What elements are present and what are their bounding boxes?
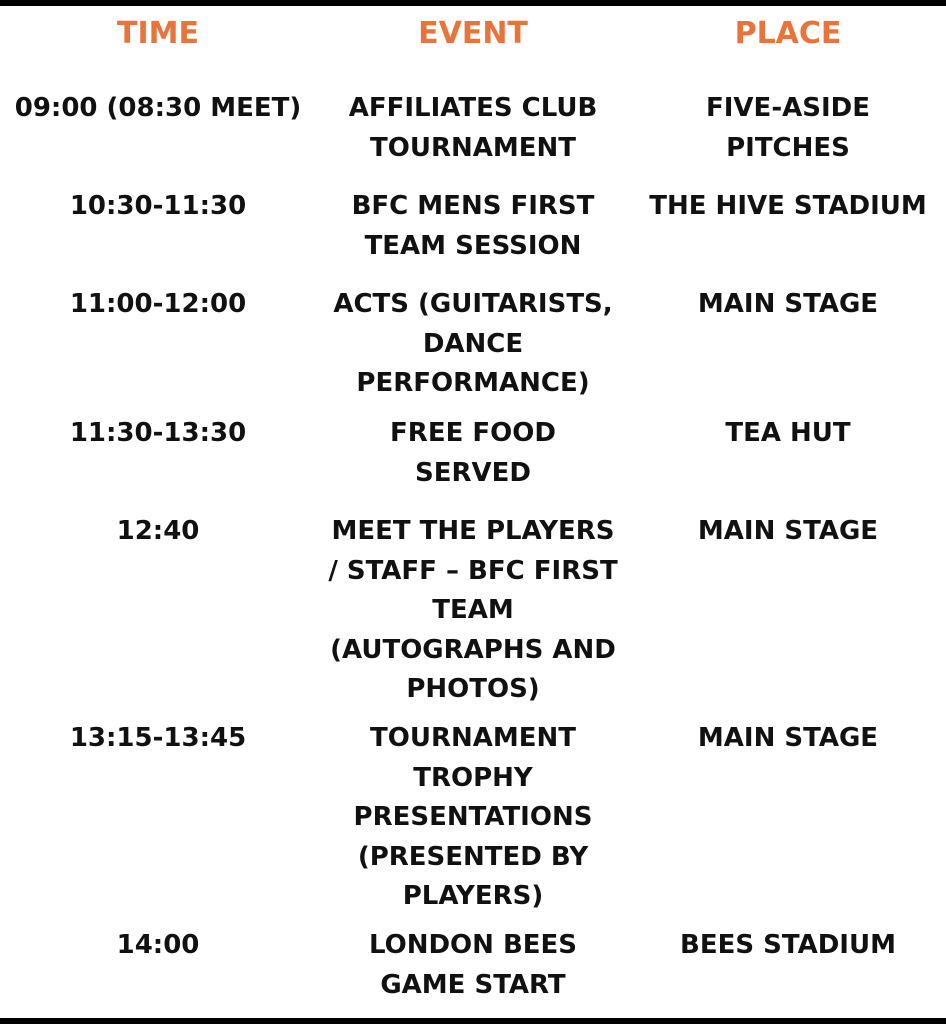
row-6-event: TOURNAMENT TROPHY PRESENTATIONS (PRESENTED BY PLAYERS) bbox=[353, 723, 593, 911]
row-6-place: MAIN STAGE bbox=[697, 723, 879, 753]
row-6-time: 13:15-13:45 bbox=[69, 723, 247, 753]
header-place bbox=[630, 14, 946, 54]
row-1-place: FIVE-ASIDE PITCHES bbox=[706, 93, 870, 163]
row-2-event: BFC MENS FIRST TEAM SESSION bbox=[351, 191, 595, 261]
row-3-event: ACTS (GUITARISTS, DANCE PERFORMANCE) bbox=[333, 289, 613, 398]
header-time-label: TIME bbox=[117, 16, 199, 51]
header-event bbox=[318, 14, 628, 54]
row-3-time: 11:00-12:00 bbox=[69, 289, 247, 319]
header-event-label: EVENT bbox=[418, 16, 528, 51]
row-3-place: MAIN STAGE bbox=[697, 289, 879, 319]
row-5-event: MEET THE PLAYERS / STAFF – BFC FIRST TEAM (AUTOGRAPHS AND PHOTOS) bbox=[328, 516, 618, 704]
row-2-place: THE HIVE STADIUM bbox=[649, 191, 927, 221]
row-7-place: BEES STADIUM bbox=[680, 930, 896, 960]
row-1-time: 09:00 (08:30 MEET) bbox=[14, 93, 302, 123]
row-4-time: 11:30-13:30 bbox=[69, 418, 247, 448]
header-time bbox=[0, 14, 316, 54]
row-4-place: TEA HUT bbox=[725, 418, 851, 448]
row-1-event: AFFILIATES CLUB TOURNAMENT bbox=[348, 93, 598, 163]
row-7-time: 14:00 bbox=[116, 930, 200, 960]
row-2-time: 10:30-11:30 bbox=[69, 191, 247, 221]
row-5-place: MAIN STAGE bbox=[697, 516, 879, 546]
row-7-event: LONDON BEES GAME START bbox=[368, 930, 578, 1000]
header-place-label: PLACE bbox=[734, 16, 842, 51]
schedule-sheet bbox=[0, 6, 946, 1018]
row-5-time: 12:40 bbox=[116, 516, 200, 546]
row-4-event: FREE FOOD SERVED bbox=[390, 418, 556, 488]
